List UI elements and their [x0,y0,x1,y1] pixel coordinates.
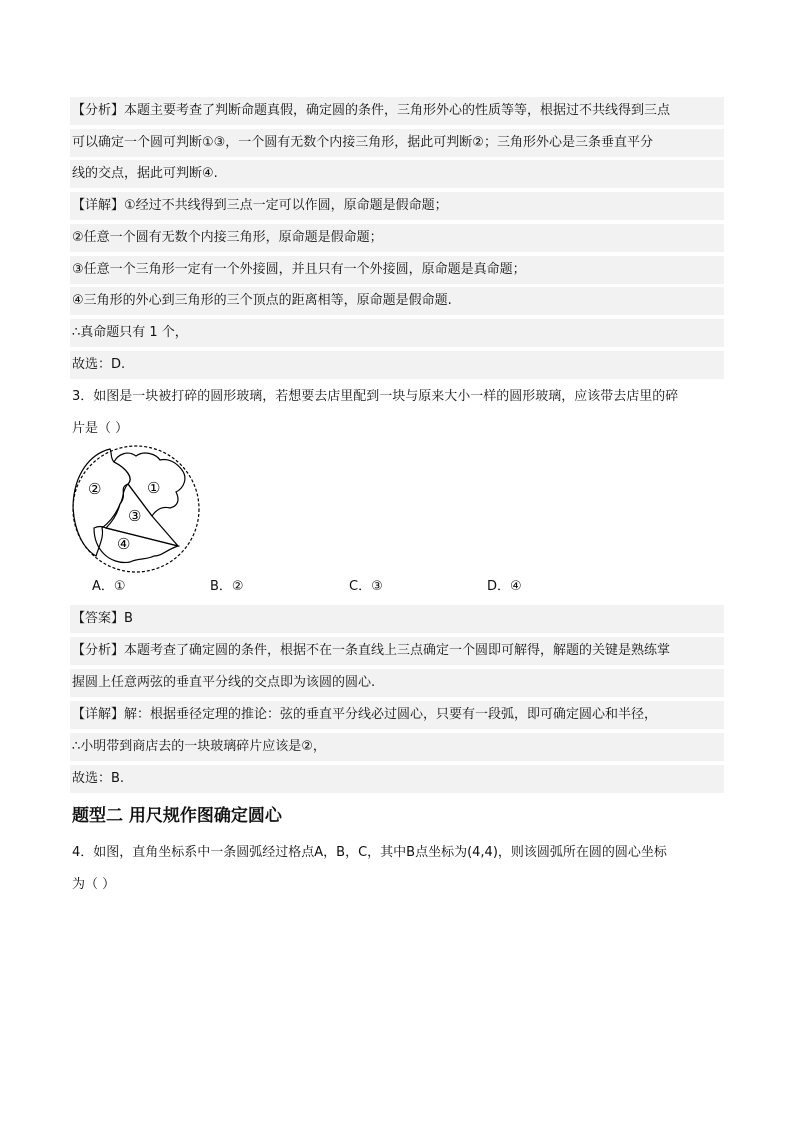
piece-label: ④ [117,535,131,553]
analysis-line: 握圆上任意两弦的垂直平分线的交点即为该圆的圆心. [70,669,724,697]
analysis-line: 可以确定一个圆可判断①③，一个圆有无数个内接三角形，据此可判断②；三角形外心是三条垂直平分 [70,129,724,157]
question-3-text: 片是（ ） [72,421,129,436]
broken-glass-figure [70,444,206,574]
question-4-text: 为（ ） [72,877,116,892]
option-d: D．④ [487,579,522,594]
broken-glass-diagram [70,444,206,574]
answer-line: 【答案】B [70,605,724,633]
detail-line: 故选：D. [70,351,724,379]
piece-label: ② [88,480,102,498]
section-title: 题型二 用尺规作图确定圆心 [72,806,282,826]
detail-line: ④三角形的外心到三角形的三个顶点的距离相等，原命题是假命题. [70,287,724,315]
detail-line: ∴小明带到商店去的一块玻璃碎片应该是②， [70,733,724,761]
piece-label: ① [147,479,161,497]
detail-line: ③任意一个三角形一定有一个外接圆，并且只有一个外接圆，原命题是真命题； [70,256,724,284]
detail-line: 故选：B. [70,765,724,793]
question-3-text: 3．如图是一块被打碎的圆形玻璃，若想要去店里配到一块与原来大小一样的圆形玻璃，应该带去店里的碎 [72,389,679,404]
piece-label: ③ [128,507,142,525]
analysis-line: 【分析】本题主要考查了判断命题真假，确定圆的条件，三角形外心的性质等等，根据过不共线得到三点 [70,97,724,125]
analysis-line: 线的交点，据此可判断④. [70,160,724,188]
option-a: A．① [92,579,126,594]
detail-line: ②任意一个圆有无数个内接三角形，原命题是假命题； [70,224,724,252]
detail-line: 【详解】解：根据垂径定理的推论：弦的垂直平分线必过圆心，只要有一段弧，即可确定圆心和半径， [70,701,724,729]
question-4-text: 4．如图，直角坐标系中一条圆弧经过格点A，B，C，其中B点坐标为(4,4)，则该圆弧所在圆的圆心坐标 [72,845,667,860]
detail-line: 【详解】①经过不共线得到三点一定可以作圆，原命题是假命题； [70,192,724,220]
detail-line: ∴真命题只有 1 个， [70,319,724,347]
analysis-line: 【分析】本题考查了确定圆的条件，根据不在一条直线上三点确定一个圆即可解得，解题的关键是熟练掌 [70,637,724,665]
option-c: C．③ [349,579,383,594]
option-b: B．② [210,579,244,594]
